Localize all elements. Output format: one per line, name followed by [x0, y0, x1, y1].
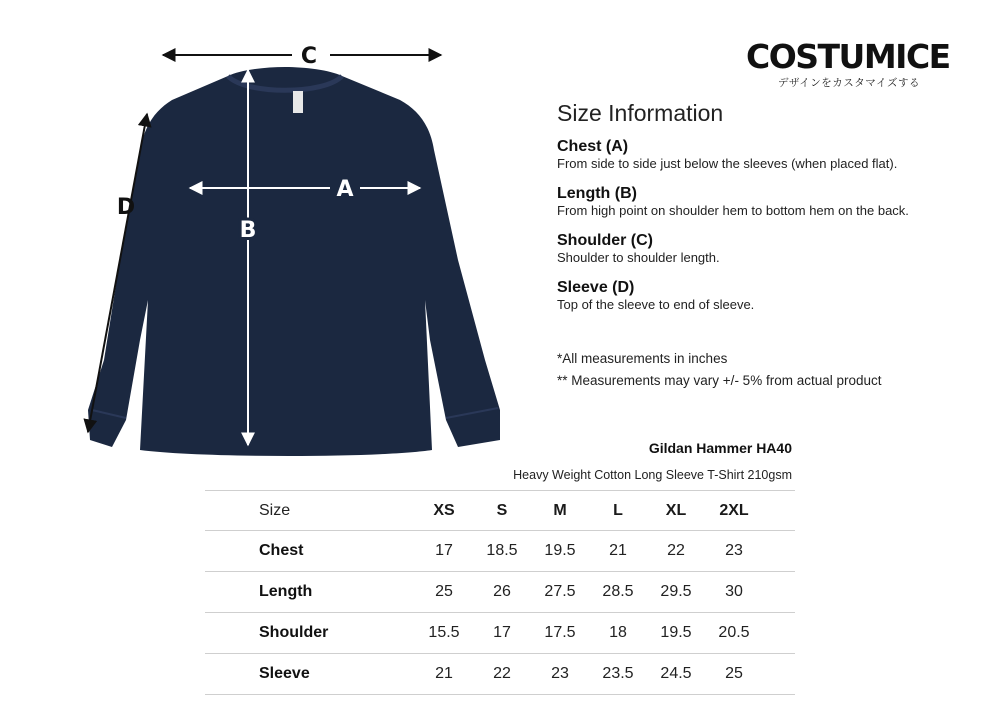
row-label: Sleeve: [205, 654, 415, 695]
table-cell: 20.5: [705, 613, 763, 654]
table-cell: 17.5: [531, 613, 589, 654]
measurement-notes: [557, 348, 882, 392]
table-row-length: [205, 572, 795, 613]
row-label: Length: [205, 572, 415, 613]
size-information: [557, 100, 987, 325]
info-item-desc: Top of the sleeve to end of sleeve.: [557, 297, 755, 312]
table-cell: 15.5: [415, 613, 473, 654]
note-variance: ** Measurements may vary +/- 5% from actual product: [557, 373, 882, 388]
table-row-chest: [205, 531, 795, 572]
header-size-m: M: [531, 491, 589, 531]
table-cell: 17: [473, 613, 531, 654]
table-cell: 23.5: [589, 654, 647, 695]
table-cell: 24.5: [647, 654, 705, 695]
neck-label: [293, 91, 303, 113]
table-cell: 21: [415, 654, 473, 695]
brand-tagline: デザインをカスタマイズする: [778, 77, 920, 89]
info-item-title: Length (B): [557, 185, 637, 202]
table-cell: 25: [705, 654, 763, 695]
header-size-l: L: [589, 491, 647, 531]
table-cell: 19.5: [647, 613, 705, 654]
shirt-diagram: [0, 0, 540, 470]
info-item-sleeve: [557, 278, 987, 313]
table-cell: 28.5: [589, 572, 647, 613]
brand-logo: [746, 37, 950, 90]
table-cell: 21: [589, 531, 647, 572]
table-row-shoulder: [205, 613, 795, 654]
info-item-desc: From side to side just below the sleeves (when placed flat).: [557, 156, 898, 171]
table-cell: 27.5: [531, 572, 589, 613]
table-cell: 19.5: [531, 531, 589, 572]
header-size-xs: XS: [415, 491, 473, 531]
row-spacer: [763, 531, 795, 572]
table-cell: 30: [705, 572, 763, 613]
row-label: Chest: [205, 531, 415, 572]
info-item-desc: From high point on shoulder hem to bottom hem on the back.: [557, 203, 909, 218]
table-header-row: [205, 491, 795, 531]
shirt-shape: [88, 67, 500, 456]
table-cell: 29.5: [647, 572, 705, 613]
info-item-title: Chest (A): [557, 138, 629, 155]
row-spacer: [763, 654, 795, 695]
header-spacer: [763, 491, 795, 531]
header-size-label: Size: [205, 491, 415, 531]
table-cell: 25: [415, 572, 473, 613]
info-item-length: [557, 184, 987, 219]
info-item-chest: [557, 137, 987, 172]
product-description: Heavy Weight Cotton Long Sleeve T-Shirt 210gsm: [513, 468, 792, 482]
info-item-desc: Shoulder to shoulder length.: [557, 250, 720, 265]
row-spacer: [763, 613, 795, 654]
product-name: Gildan Hammer HA40: [648, 440, 792, 456]
size-table: [205, 490, 795, 695]
table-cell: 23: [705, 531, 763, 572]
row-spacer: [763, 572, 795, 613]
table-cell: 18: [589, 613, 647, 654]
table-row-sleeve: [205, 654, 795, 695]
header-size-s: S: [473, 491, 531, 531]
info-item-title: Shoulder (C): [557, 232, 653, 249]
table-cell: 18.5: [473, 531, 531, 572]
table-cell: 23: [531, 654, 589, 695]
label-a: A: [336, 177, 354, 202]
label-c: C: [300, 44, 318, 69]
table-cell: 17: [415, 531, 473, 572]
header-size-xl: XL: [647, 491, 705, 531]
table-cell: 26: [473, 572, 531, 613]
label-d: D: [116, 195, 136, 220]
header-size-2xl: 2XL: [705, 491, 763, 531]
row-label: Shoulder: [205, 613, 415, 654]
info-item-title: Sleeve (D): [557, 279, 635, 296]
table-cell: 22: [647, 531, 705, 572]
note-units: *All measurements in inches: [557, 351, 728, 366]
info-item-shoulder: [557, 231, 987, 266]
table-cell: 22: [473, 654, 531, 695]
label-b: B: [239, 218, 257, 243]
brand-name: COSTUMICE: [746, 37, 950, 76]
info-title: Size Information: [557, 100, 724, 126]
